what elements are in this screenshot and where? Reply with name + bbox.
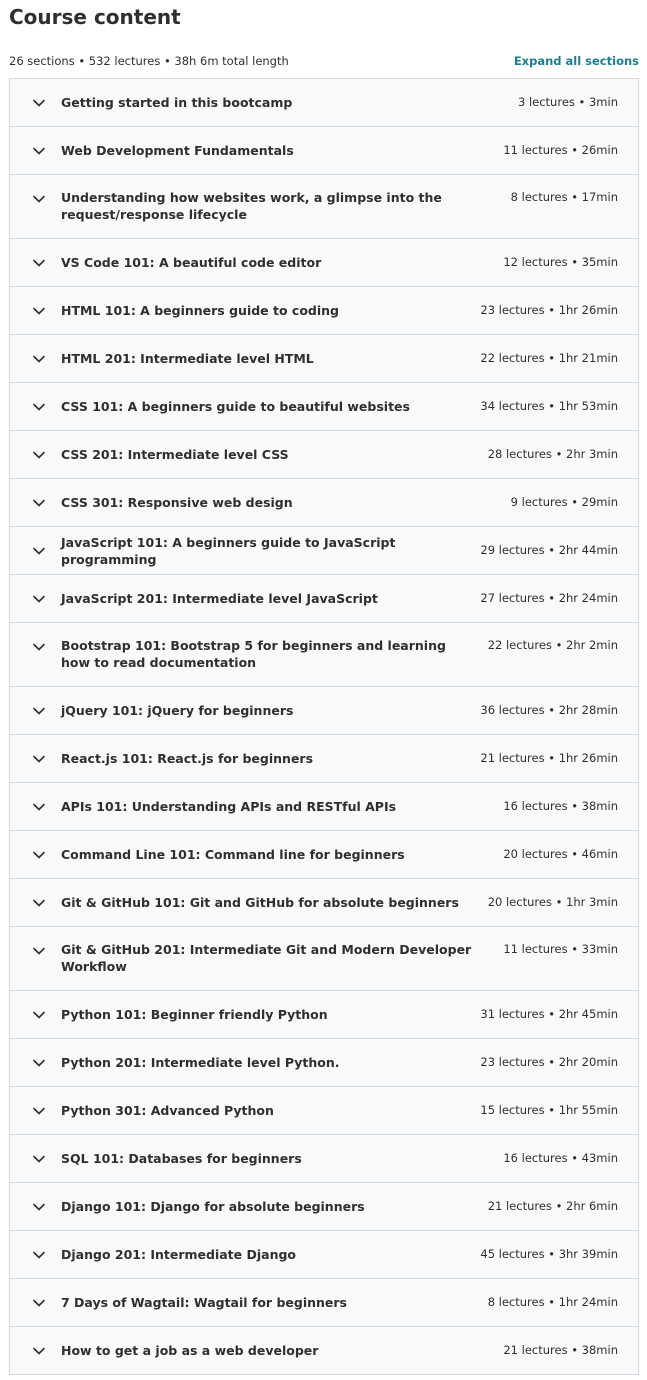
section-title: HTML 101: A beginners guide to coding <box>61 303 340 318</box>
section-title: JavaScript 101: A beginners guide to JavaScript programming <box>61 534 396 567</box>
section-lecture-info: 3 lectures • 3min <box>517 95 618 109</box>
section-lecture-info: 20 lectures • 46min <box>503 847 618 861</box>
section-row[interactable] <box>10 127 638 175</box>
section-title: HTML 201: Intermediate level HTML <box>61 351 314 366</box>
chevron-down-icon <box>32 704 46 718</box>
section-lecture-info: 11 lectures • 26min <box>503 143 618 157</box>
chevron-down-icon <box>32 752 46 766</box>
section-row[interactable] <box>10 1087 638 1135</box>
section-title: SQL 101: Databases for beginners <box>61 1151 302 1166</box>
section-row[interactable] <box>10 287 638 335</box>
chevron-down-icon <box>32 192 46 206</box>
chevron-down-icon <box>32 1104 46 1118</box>
section-row[interactable] <box>10 783 638 831</box>
section-title: Command Line 101: Command line for beginners <box>61 847 405 862</box>
section-title: Understanding how websites work, a glimpse into the request/response lifecycle <box>61 190 442 222</box>
section-lecture-info: 22 lectures • 1hr 21min <box>480 351 618 365</box>
chevron-down-icon <box>32 144 46 158</box>
section-title: Python 101: Beginner friendly Python <box>61 1007 328 1022</box>
section-row[interactable] <box>10 383 638 431</box>
section-row[interactable] <box>10 1279 638 1327</box>
section-row[interactable] <box>10 831 638 879</box>
section-lecture-info: 12 lectures • 35min <box>503 255 618 269</box>
section-lecture-info: 21 lectures • 2hr 6min <box>487 1199 618 1213</box>
section-row[interactable] <box>10 575 638 623</box>
section-title: 7 Days of Wagtail: Wagtail for beginners <box>61 1295 347 1310</box>
chevron-down-icon <box>32 848 46 862</box>
course-summary: 26 sections • 532 lectures • 38h 6m total length <box>9 54 289 68</box>
section-row[interactable] <box>10 735 638 783</box>
section-title: Getting started in this bootcamp <box>61 95 293 110</box>
section-row[interactable] <box>10 175 638 239</box>
section-row[interactable] <box>10 1183 638 1231</box>
section-title: How to get a job as a web developer <box>61 1343 319 1358</box>
chevron-down-icon <box>32 1008 46 1022</box>
section-row[interactable] <box>10 991 638 1039</box>
chevron-down-icon <box>32 1296 46 1310</box>
section-title: Django 201: Intermediate Django <box>61 1247 296 1262</box>
section-list <box>9 78 639 1375</box>
section-lecture-info: 21 lectures • 38min <box>503 1343 618 1357</box>
section-lecture-info: 29 lectures • 2hr 44min <box>480 543 618 557</box>
chevron-down-icon <box>32 1200 46 1214</box>
section-lecture-info: 8 lectures • 1hr 24min <box>487 1295 618 1309</box>
expand-all-sections-button[interactable]: Expand all sections <box>513 54 639 68</box>
section-row[interactable] <box>10 1327 638 1375</box>
section-row[interactable] <box>10 479 638 527</box>
section-lecture-info: 28 lectures • 2hr 3min <box>487 447 618 461</box>
section-lecture-info: 11 lectures • 33min <box>503 942 618 956</box>
section-row[interactable] <box>10 1135 638 1183</box>
section-title: CSS 301: Responsive web design <box>61 495 293 510</box>
section-row[interactable] <box>10 527 638 575</box>
chevron-down-icon <box>32 544 46 558</box>
section-row[interactable] <box>10 239 638 287</box>
chevron-down-icon <box>32 352 46 366</box>
chevron-down-icon <box>32 400 46 414</box>
course-summary-row <box>9 53 639 69</box>
chevron-down-icon <box>32 592 46 606</box>
section-title: JavaScript 201: Intermediate level JavaScript <box>61 591 378 606</box>
chevron-down-icon <box>32 800 46 814</box>
section-title: React.js 101: React.js for beginners <box>61 751 314 766</box>
chevron-down-icon <box>32 944 46 958</box>
section-lecture-info: 20 lectures • 1hr 3min <box>487 895 618 909</box>
section-title: Web Development Fundamentals <box>61 143 294 158</box>
section-row[interactable] <box>10 1039 638 1087</box>
section-row[interactable] <box>10 431 638 479</box>
section-row[interactable] <box>10 927 638 991</box>
section-title: Git & GitHub 201: Intermediate Git and Modern Developer Workflow <box>61 942 472 974</box>
section-title: VS Code 101: A beautiful code editor <box>61 255 322 270</box>
chevron-down-icon <box>32 256 46 270</box>
chevron-down-icon <box>32 496 46 510</box>
section-title: APIs 101: Understanding APIs and RESTful APIs <box>61 799 397 814</box>
chevron-down-icon <box>32 1344 46 1358</box>
chevron-down-icon <box>32 640 46 654</box>
page-title: Course content <box>9 5 181 29</box>
section-lecture-info: 9 lectures • 29min <box>510 495 618 509</box>
section-lecture-info: 45 lectures • 3hr 39min <box>480 1247 618 1261</box>
section-lecture-info: 22 lectures • 2hr 2min <box>487 638 618 652</box>
chevron-down-icon <box>32 1056 46 1070</box>
section-row[interactable] <box>10 879 638 927</box>
section-lecture-info: 27 lectures • 2hr 24min <box>480 591 618 605</box>
section-title: CSS 101: A beginners guide to beautiful websites <box>61 399 410 414</box>
chevron-down-icon <box>32 1152 46 1166</box>
section-title: Python 301: Advanced Python <box>61 1103 274 1118</box>
section-lecture-info: 8 lectures • 17min <box>510 190 618 204</box>
section-lecture-info: 36 lectures • 2hr 28min <box>480 703 618 717</box>
section-lecture-info: 16 lectures • 38min <box>503 799 618 813</box>
section-title: jQuery 101: jQuery for beginners <box>61 703 294 718</box>
section-lecture-info: 16 lectures • 43min <box>503 1151 618 1165</box>
section-title: Django 101: Django for absolute beginners <box>61 1199 365 1214</box>
chevron-down-icon <box>32 1248 46 1262</box>
section-lecture-info: 34 lectures • 1hr 53min <box>480 399 618 413</box>
section-lecture-info: 15 lectures • 1hr 55min <box>480 1103 618 1117</box>
section-lecture-info: 23 lectures • 2hr 20min <box>480 1055 618 1069</box>
section-row[interactable] <box>10 335 638 383</box>
section-row[interactable] <box>10 687 638 735</box>
chevron-down-icon <box>32 448 46 462</box>
section-row[interactable] <box>10 79 638 127</box>
section-row[interactable] <box>10 1231 638 1279</box>
section-title: CSS 201: Intermediate level CSS <box>61 447 289 462</box>
section-lecture-info: 31 lectures • 2hr 45min <box>480 1007 618 1021</box>
chevron-down-icon <box>32 96 46 110</box>
section-row[interactable] <box>10 623 638 687</box>
chevron-down-icon <box>32 304 46 318</box>
section-lecture-info: 23 lectures • 1hr 26min <box>480 303 618 317</box>
section-title: Python 201: Intermediate level Python. <box>61 1055 340 1070</box>
section-lecture-info: 21 lectures • 1hr 26min <box>480 751 618 765</box>
section-title: Bootstrap 101: Bootstrap 5 for beginners and learning how to read documentation <box>61 638 446 670</box>
section-title: Git & GitHub 101: Git and GitHub for absolute beginners <box>61 895 459 910</box>
chevron-down-icon <box>32 896 46 910</box>
